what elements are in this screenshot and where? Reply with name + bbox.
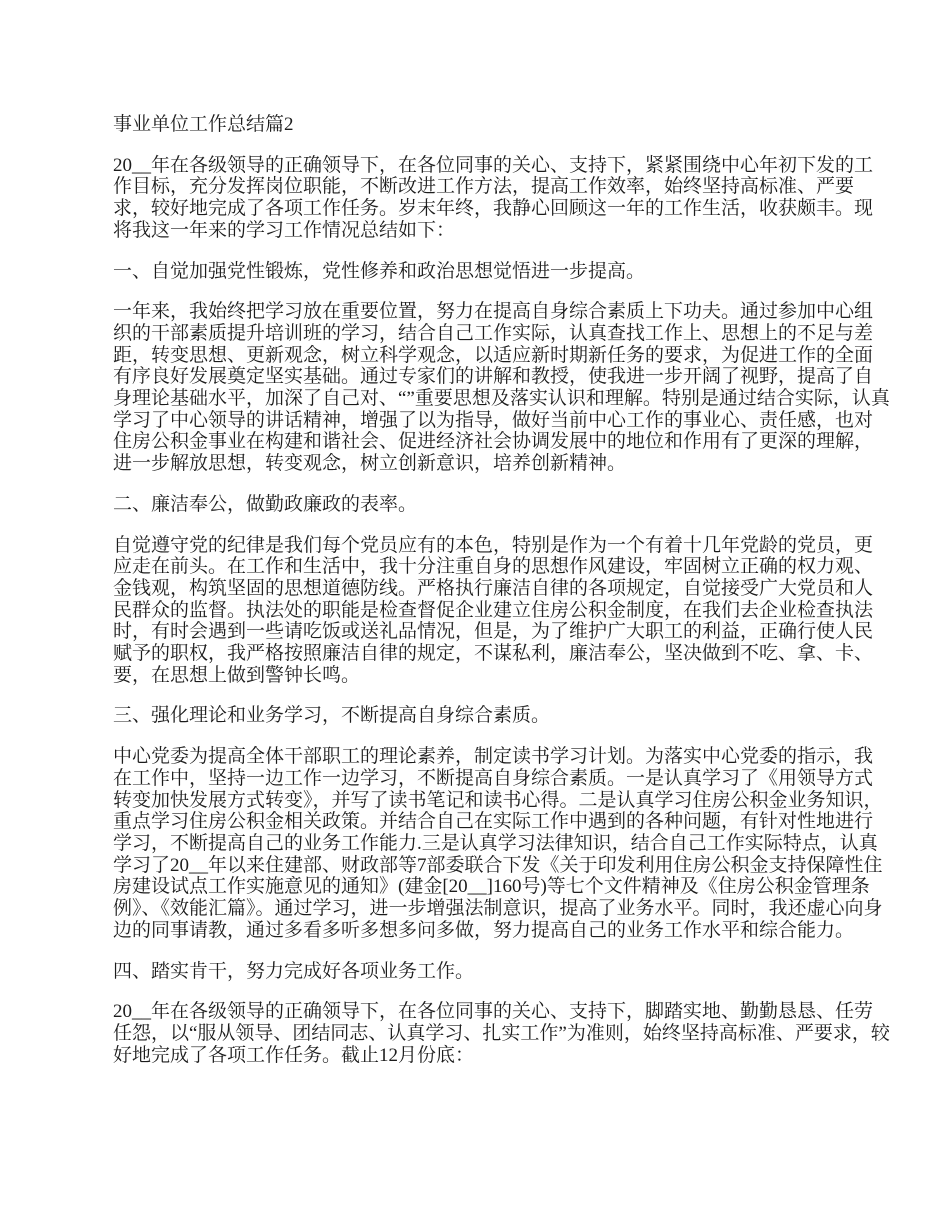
section-paragraph-2: 自觉遵守党的纪律是我们每个党员应有的本色，特别是作为一个有着十几年党龄的党员，更应走在前头。在工作和生活中，我十分注重自身的思想作风建设，牢固树立正确的权力观、金钱观，构筑坚固的思想道德防线。严格执行廉洁自律的各项规定，自觉接受广大党员和人民群众的监督。执法处的职能是检查督促企业建立住房公积金制度，在我们去企业检查执法时，有时会遇到一些请吃饭或送礼品情况，但是，为了维护广大职工的利益，正确行使人民赋予的职权，我严格按照廉洁自律的规定，不谋私利，廉洁奉公，坚决做到不吃、拿、卡、要，在思想上做到警钟长鸣。 — [113, 534, 874, 686]
section-paragraph-1: 一年来，我始终把学习放在重要位置，努力在提高自身综合素质上下功夫。通过参加中心组织的干部素质提升培训班的学习，结合自己工作实际，认真查找工作上、思想上的不足与差距，转变思想、更新观念，树立科学观念，以适应新时期新任务的要求，为促进工作的全面有序良好发展奠定坚实基础。通过专家们的讲解和教授，使我进一步开阔了视野，提高了自身理论基础水平，加深了自己对、“”重要思想及落实认识和理解。特别是通过结合实际，认真学习了中心领导的讲话精神，增强了以为指导，做好当前中心工作的事业心、责任感，也对住房公积金事业在构建和谐社会、促进经济社会协调发展中的地位和作用有了更深的理解，进一步解放思想，转变观念，树立创新意识，培养创新精神。 — [113, 301, 890, 475]
section-heading-4: 四、踏实肯干，努力完成好各项业务工作。 — [113, 960, 475, 982]
section-heading-3: 三、强化理论和业务学习，不断提高自身综合素质。 — [113, 705, 551, 727]
document-title: 事业单位工作总结篇2 — [113, 114, 294, 135]
document-body — [113, 114, 890, 1066]
section-heading-1: 一、自觉加强党性锻炼，党性修养和政治思想觉悟进一步提高。 — [113, 260, 646, 282]
intro-paragraph: 20__年在各级领导的正确领导下，在各位同事的关心、支持下，紧紧围绕中心年初下发的工作目标，充分发挥岗位职能，不断改进工作方法，提高工作效率，始终坚持高标准、严要求，较好地完成了各项工作任务。岁末年终，我静心回顾这一年的工作生活，收获颇丰。现将我这一年来的学习工作情况总结如下： — [113, 154, 874, 241]
section-paragraph-3: 中心党委为提高全体干部职工的理论素养，制定读书学习计划。为落实中心党委的指示，我在工作中，坚持一边工作一边学习，不断提高自身综合素质。一是认真学习了《用领导方式转变加快发展方式转变》，并写了读书笔记和读书心得。二是认真学习住房公积金业务知识，重点学习住房公积金相关政策。并结合自己在实际工作中遇到的各种问题，有针对性地进行学习，不断提高自己的业务工作能力.三是认真学习法律知识，结合自己工作实际特点，认真学习了20__年以来住建部、财政部等7部委联合下发《关于印发利用住房公积金支持保障性住房建设试点工作实施意见的通知》(建金[20__]160号)等七个文件精神及《住房公积金管理条例》、《效能汇篇》。通过学习，进一步增强法制意识，提高了业务水平。同时，我还虚心向身边的同事请教，通过多看多听多想多问多做，努力提高自己的业务工作水平和综合能力。 — [113, 746, 883, 941]
section-heading-2: 二、廉洁奉公，做勤政廉政的表率。 — [113, 493, 418, 515]
closing-paragraph: 20__年在各级领导的正确领导下，在各位同事的关心、支持下，脚踏实地、勤勤恳恳、任劳任怨，以“服从领导、团结同志、认真学习、扎实工作”为准则，始终坚持高标准、严要求，较好地完成了各项工作任务。截止12月份底： — [113, 1001, 890, 1066]
